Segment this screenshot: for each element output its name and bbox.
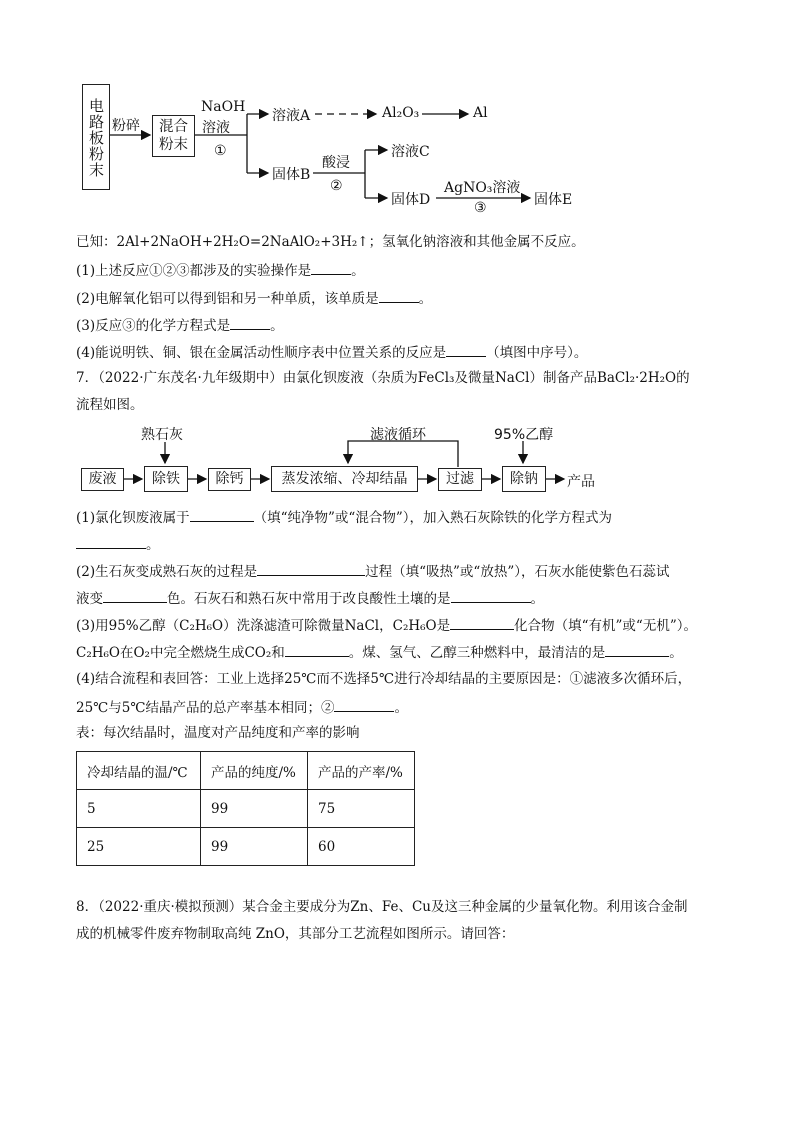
table-cell: 5 (77, 790, 201, 828)
agno3-label: AgNO₃溶液 (444, 180, 521, 196)
q6-known-equation: 已知：2Al+2NaOH+2H₂O=2NaAlO₂+3H₂↑；氢氧化钠溶液和其他金属不反应。 (76, 234, 585, 250)
remove-ca-box: 除钙 (208, 468, 251, 491)
ethanol-label: 95%乙醇 (494, 427, 554, 443)
remove-fe-box: 除铁 (144, 466, 188, 492)
step-1-label: ① (214, 143, 227, 159)
q8-stem-line2: 成的机械零件废弃物制取高纯 ZnO，其部分工艺流程如图所示。请回答： (76, 926, 515, 942)
q7-part1-end: 。 (146, 537, 160, 553)
table-cell: 99 (201, 828, 308, 866)
mix-box-line2: 粉末 (159, 137, 188, 153)
remove-na-box: 除钠 (502, 466, 546, 492)
answer-blank[interactable] (334, 697, 394, 712)
q6-part2-text: (2)电解氧化铝可以得到铝和另一种单质，该单质是 (76, 291, 379, 307)
q7-part4: (4)结合流程和表回答：工业上选择25℃而不选择5℃进行冷却结晶的主要原因是：①滤液多次循环后， (76, 671, 692, 687)
q7-part1-line2 (76, 534, 160, 554)
table-row (77, 828, 415, 866)
al2o3-label: Al₂O₃ (382, 105, 420, 121)
q7-stem-line1: 7．（2022·广东茂名·九年级期中）由氯化钡废液（杂质为FeCl₃及微量NaCl）制备产品BaCl₂·2H₂O的 (76, 370, 690, 386)
answer-blank[interactable] (285, 642, 349, 657)
naoh-solution-label: 溶液 (202, 120, 230, 136)
q6-part4-text: (4)能说明铁、铜、银在金属活动性顺序表中位置关系的反应是 (76, 345, 447, 361)
q6-part1-end: 。 (351, 263, 365, 279)
crush-label: 粉碎 (112, 118, 140, 134)
table-cell: 99 (201, 790, 308, 828)
q7-part3-text: (3)用95%乙醇（C₂H₆O）洗涤滤渣可除微量NaCl，C₂H₆O是 (76, 618, 451, 634)
q6-part3-text: (3)反应③的化学方程式是 (76, 318, 231, 334)
q7-part2-text-c: 液变 (76, 591, 103, 607)
arrow-filtrate-cycle (348, 441, 458, 467)
q7-part3-line2 (76, 642, 683, 662)
q7-part4-end: 。 (394, 700, 408, 716)
table-cell: 25 (77, 828, 201, 866)
table-caption: 表：每次结晶时，温度对产品纯度和产率的影响 (76, 725, 360, 741)
solid-b: 固体B (272, 167, 311, 183)
table-cell: 75 (308, 790, 415, 828)
q7-part3-text-c: C₂H₆O在O₂中完全燃烧生成CO₂和 (76, 645, 285, 661)
lime-label: 熟石灰 (141, 427, 183, 443)
answer-blank[interactable] (103, 588, 167, 603)
step-2-label: ② (330, 178, 343, 194)
q7-part4-text-b: 25℃与5℃结晶产品的总产率基本相同；② (76, 700, 335, 716)
solid-d: 固体D (391, 192, 431, 208)
q7-part2 (76, 561, 669, 581)
table-header-cell: 产品的产率/% (308, 752, 415, 790)
q7-part2-end: 。 (530, 591, 544, 607)
q7-part1-text: (1)氯化钡废液属于 (76, 510, 190, 526)
q7-part4-line2 (76, 697, 408, 717)
solid-e: 固体E (534, 192, 573, 208)
q7-stem-line2: 流程如图。 (76, 397, 144, 413)
al-label: Al (473, 105, 488, 121)
table-cell: 60 (308, 828, 415, 866)
q7-part3 (76, 615, 697, 635)
crystallization-table (76, 751, 415, 866)
answer-blank[interactable] (605, 642, 669, 657)
table-header-row (77, 752, 415, 790)
q7-part2-text-d: 色。石灰石和熟石灰中常用于改良酸性土壤的是 (167, 591, 451, 607)
raw-material-box: 电路板粉末 (82, 84, 110, 190)
solution-a: 溶液A (272, 108, 311, 124)
q6-part4-end: （填图中序号）。 (486, 345, 588, 361)
mix-box-line1: 混合 (159, 119, 188, 135)
naoh-label: NaOH (201, 99, 246, 115)
q7-part1-text-b: （填“纯净物”或“混合物”），加入熟石灰除铁的化学方程式为 (253, 510, 612, 526)
answer-blank[interactable] (190, 507, 254, 522)
q7-part1 (76, 507, 612, 527)
q6-part3-end: 。 (270, 318, 284, 334)
q7-part3-text-b: 化合物（填“有机”或“无机”）。 (514, 618, 697, 634)
q7-part3-end: 。 (669, 645, 683, 661)
table-header-cell: 产品的纯度/% (201, 752, 308, 790)
answer-blank[interactable] (76, 534, 146, 549)
q8-stem-line1: 8．（2022·重庆·模拟预测）某合金主要成分为Zn、Fe、Cu及这三种金属的少量氧化物。利用该合金制 (76, 899, 688, 915)
table-row (77, 790, 415, 828)
q7-part2-text-b: 过程（填“吸热”或“放热”），石灰水能使紫色石蕊试 (365, 564, 670, 580)
q7-part2-text: (2)生石灰变成熟石灰的过程是 (76, 564, 258, 580)
product-label: 产品 (567, 474, 595, 490)
solution-c: 溶液C (391, 144, 430, 160)
q6-part2-end: 。 (418, 291, 433, 307)
evaporate-crystallize-box: 蒸发浓缩、冷却结晶 (271, 466, 418, 492)
answer-blank[interactable] (450, 615, 514, 630)
filter-box: 过滤 (438, 468, 482, 491)
answer-blank[interactable] (451, 588, 531, 603)
q6-part1-text: (1)上述反应①②③都涉及的实验操作是 (76, 263, 312, 279)
q7-part3-text-d: 。煤、氢气、乙醇三种燃料中，最清洁的是 (348, 645, 606, 661)
filtrate-cycle-label: 滤液循环 (370, 427, 426, 443)
table-header-cell: 冷却结晶的温/℃ (77, 752, 201, 790)
answer-blank[interactable] (257, 561, 365, 576)
step-3-label: ③ (474, 200, 487, 216)
waste-box: 废液 (81, 468, 124, 491)
q7-part2-line2 (76, 588, 544, 608)
acid-leach-label: 酸浸 (322, 155, 350, 171)
